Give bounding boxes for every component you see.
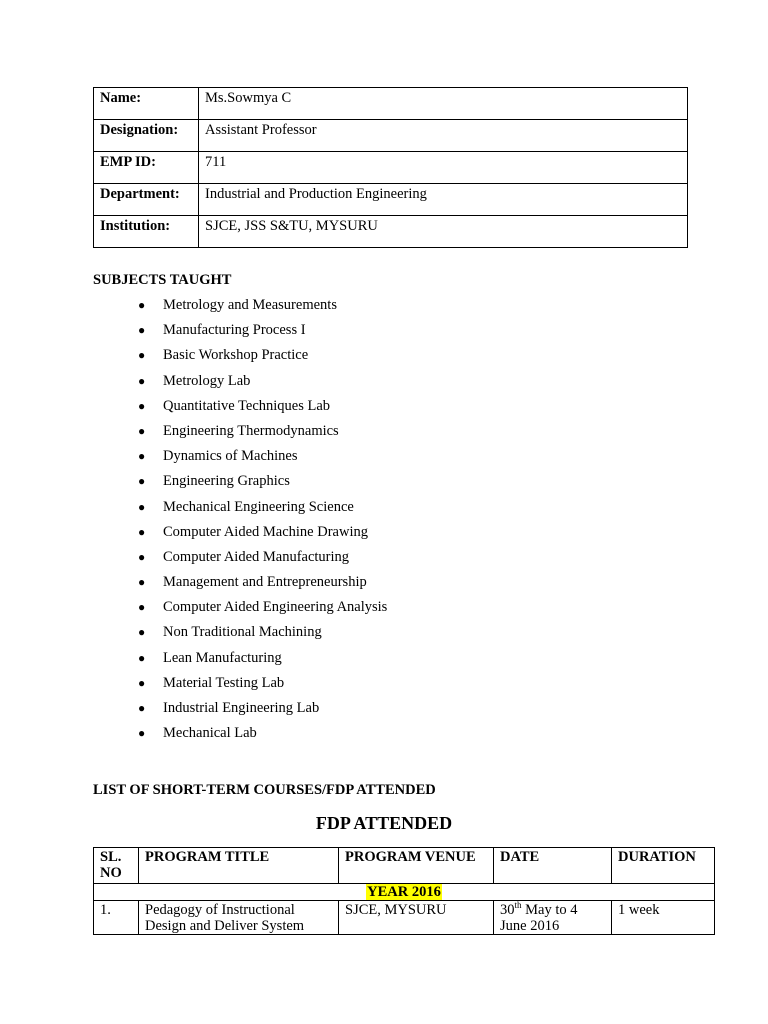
year-cell — [94, 884, 715, 901]
bullet-icon: ● — [138, 298, 146, 312]
bullet-icon: ● — [138, 701, 146, 715]
profile-label: EMP ID: — [94, 152, 199, 184]
profile-row-institution — [94, 216, 688, 248]
bullet-icon: ● — [138, 474, 146, 489]
fdp-table — [93, 847, 715, 935]
cell-program-title: Pedagogy of Instructional Design and Deliver System — [139, 901, 339, 935]
subject-label: Lean Manufacturing — [163, 649, 282, 666]
list-item — [138, 422, 387, 447]
subject-label: Material Testing Lab — [163, 674, 285, 691]
profile-label: Institution: — [94, 216, 199, 248]
fdp-table-title: FDP ATTENDED — [315, 813, 453, 833]
subject-label: Mechanical Lab — [163, 725, 257, 742]
profile-row-name — [94, 88, 688, 120]
subject-label: Metrology Lab — [163, 372, 251, 389]
subject-label: Basic Workshop Practice — [163, 347, 309, 364]
cell-sl-no: 1. — [94, 901, 139, 935]
list-item — [138, 321, 387, 346]
profile-row-emp-id — [94, 152, 688, 184]
profile-label: Designation: — [94, 120, 199, 152]
bullet-icon: ● — [138, 524, 146, 539]
subject-label: Management and Entrepreneurship — [163, 574, 367, 591]
list-item — [138, 598, 387, 623]
header-duration: DURATION — [612, 848, 715, 884]
profile-value: Assistant Professor — [199, 120, 688, 152]
profile-label: Name: — [94, 88, 199, 120]
profile-row-department — [94, 184, 688, 216]
subject-label: Metrology and Measurements — [163, 297, 337, 313]
list-item — [138, 372, 387, 397]
profile-row-designation — [94, 120, 688, 152]
header-date: DATE — [494, 848, 612, 884]
bullet-icon: ● — [138, 499, 146, 514]
bullet-icon: ● — [138, 373, 146, 388]
list-item — [138, 699, 387, 724]
date-rest: May to 4 June 2016 — [500, 902, 578, 934]
subjects-heading: SUBJECTS TAUGHT — [93, 272, 232, 288]
subject-label: Manufacturing Process I — [163, 322, 306, 339]
list-item — [138, 523, 387, 548]
list-item — [138, 573, 387, 598]
bullet-icon: ● — [138, 348, 146, 363]
subject-label: Engineering Thermodynamics — [163, 422, 339, 439]
fdp-header-row — [94, 848, 715, 884]
profile-value: 711 — [199, 152, 688, 184]
bullet-icon: ● — [138, 575, 146, 590]
subject-label: Dynamics of Machines — [163, 448, 298, 465]
profile-value: Ms.Sowmya C — [199, 88, 688, 120]
cell-duration: 1 week — [612, 901, 715, 935]
cell-date — [494, 901, 612, 935]
subject-label: Computer Aided Engineering Analysis — [163, 599, 388, 616]
profile-table — [93, 87, 688, 248]
bullet-icon: ● — [138, 549, 146, 564]
subject-list — [138, 296, 387, 749]
subject-label: Mechanical Engineering Science — [163, 498, 354, 515]
bullet-icon: ● — [138, 650, 146, 665]
bullet-icon: ● — [138, 449, 146, 464]
subject-label: Quantitative Techniques Lab — [163, 397, 331, 414]
bullet-icon: ● — [138, 398, 146, 413]
courses-heading: LIST OF SHORT-TERM COURSES/FDP ATTENDED — [93, 782, 436, 798]
bullet-icon: ● — [138, 323, 146, 338]
list-item — [138, 296, 387, 321]
date-day: 30 — [500, 902, 515, 918]
list-item — [138, 649, 387, 674]
bullet-icon: ● — [138, 625, 146, 640]
profile-value: Industrial and Production Engineering — [199, 184, 688, 216]
bullet-icon: ● — [138, 675, 146, 690]
list-item — [138, 447, 387, 472]
list-item — [138, 674, 387, 699]
subject-label: Computer Aided Manufacturing — [163, 548, 350, 565]
bullet-icon: ● — [138, 423, 146, 438]
list-item — [138, 724, 387, 749]
bullet-icon: ● — [138, 726, 146, 741]
list-item — [138, 346, 387, 371]
header-sl-no: SL. NO — [94, 848, 139, 884]
subject-label: Industrial Engineering Lab — [163, 700, 320, 716]
list-item — [138, 548, 387, 573]
header-program-venue: PROGRAM VENUE — [339, 848, 494, 884]
subject-label: Non Traditional Machining — [163, 624, 322, 641]
year-label: YEAR 2016 — [367, 884, 441, 900]
subject-label: Engineering Graphics — [163, 473, 290, 490]
list-item — [138, 472, 387, 497]
cell-program-venue: SJCE, MYSURU — [339, 901, 494, 935]
year-row — [94, 884, 715, 901]
subject-label: Computer Aided Machine Drawing — [163, 523, 368, 540]
profile-label: Department: — [94, 184, 199, 216]
header-program-title: PROGRAM TITLE — [139, 848, 339, 884]
date-suffix: th — [514, 900, 522, 911]
table-row — [94, 901, 715, 935]
list-item — [138, 397, 387, 422]
list-item — [138, 623, 387, 648]
list-item — [138, 498, 387, 523]
profile-value: SJCE, JSS S&TU, MYSURU — [199, 216, 688, 248]
bullet-icon: ● — [138, 600, 146, 615]
